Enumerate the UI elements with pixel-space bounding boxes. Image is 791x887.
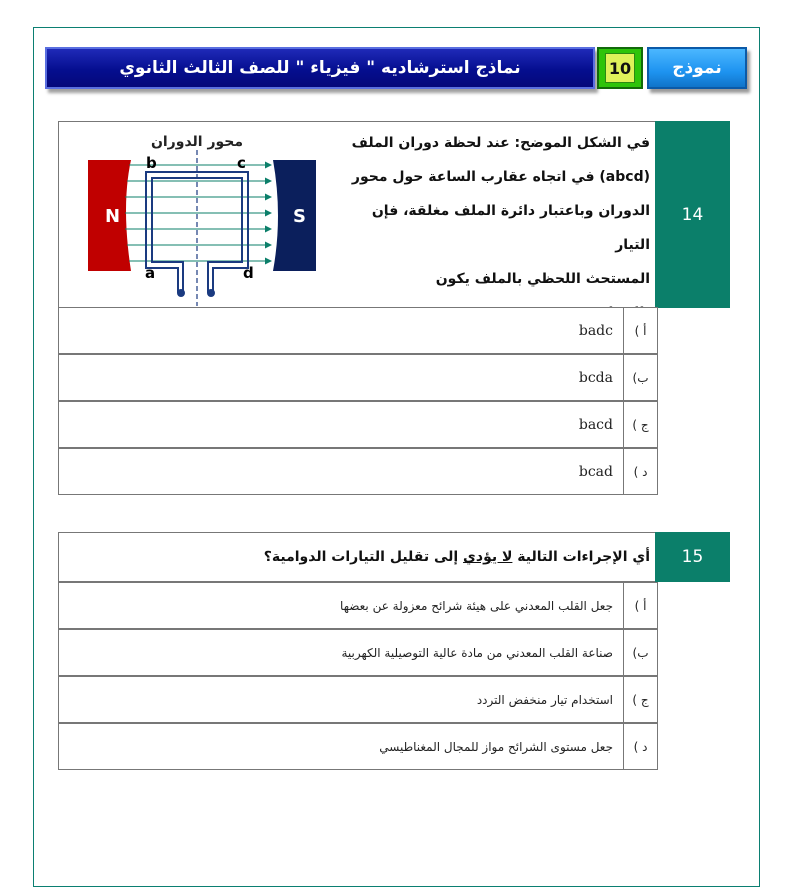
- question-15-text-end: إلى تقليل التيارات الدوامية؟: [263, 549, 464, 565]
- terminal-right: [207, 289, 215, 297]
- q15-option-d[interactable]: [58, 723, 658, 770]
- option-text: صناعة القلب المعدني من مادة عالية التوصيلية الكهربية: [341, 645, 613, 660]
- rotation-axis-label: محور الدوران: [150, 134, 244, 150]
- option-letter: أ ): [623, 583, 657, 628]
- corner-a-label: a: [145, 264, 156, 282]
- option-text: badc: [578, 322, 613, 339]
- question-14-line-3: الدوران وباعتبار دائرة الملف مغلقة، فإن التيار: [371, 203, 650, 253]
- q14-option-a[interactable]: [58, 307, 658, 354]
- question-14-line-2: (abcd) في اتجاه عقارب الساعة حول محور: [351, 169, 650, 185]
- north-label: N: [105, 206, 121, 227]
- terminal-left: [177, 289, 185, 297]
- coil-magnet-figure: [85, 128, 325, 308]
- option-letter: ب): [623, 630, 657, 675]
- option-letter: أ ): [623, 308, 657, 353]
- q15-option-a[interactable]: [58, 582, 658, 629]
- q14-option-b[interactable]: [58, 354, 658, 401]
- question-15-text: [200, 532, 650, 582]
- corner-b-label: b: [146, 154, 157, 172]
- option-letter: ج ): [623, 402, 657, 447]
- question-15-underlined: لا يؤدي: [463, 549, 513, 565]
- option-letter: ج ): [623, 677, 657, 722]
- option-text: جعل مستوى الشرائح مواز للمجال المغناطيسي: [379, 739, 613, 754]
- coil-inner: [152, 178, 242, 293]
- q14-option-d[interactable]: [58, 448, 658, 495]
- option-text: جعل القلب المعدني على هيئة شرائح معزولة عن بعضها: [340, 598, 613, 613]
- option-letter: د ): [623, 449, 657, 494]
- question-14-line-1: في الشكل الموضح: عند لحظة دوران الملف: [351, 135, 650, 151]
- option-letter: د ): [623, 724, 657, 769]
- question-15-number: 15: [655, 532, 730, 582]
- header-title: نماذج استرشاديه " فيزياء " للصف الثالث الثانوي: [45, 47, 595, 89]
- model-number-box: [597, 47, 643, 89]
- option-text: bacd: [578, 416, 613, 433]
- corner-c-label: c: [237, 154, 246, 172]
- corner-d-label: d: [243, 264, 254, 282]
- question-15-text-start: أي الإجراءات التالية: [512, 549, 650, 565]
- q15-option-b[interactable]: [58, 629, 658, 676]
- option-text: bcad: [578, 463, 613, 480]
- q15-option-c[interactable]: [58, 676, 658, 723]
- question-14-line-4: المستحث اللحظي بالملف يكون: [435, 271, 650, 287]
- model-label: نموذج: [647, 47, 747, 89]
- model-number: 10: [605, 53, 635, 83]
- south-label: S: [293, 206, 306, 227]
- question-14-number: 14: [655, 121, 730, 308]
- option-text: استخدام تيار منخفض التردد: [476, 692, 613, 707]
- option-text: bcda: [578, 369, 613, 386]
- question-14-text: [340, 126, 650, 330]
- q14-option-c[interactable]: [58, 401, 658, 448]
- option-letter: ب): [623, 355, 657, 400]
